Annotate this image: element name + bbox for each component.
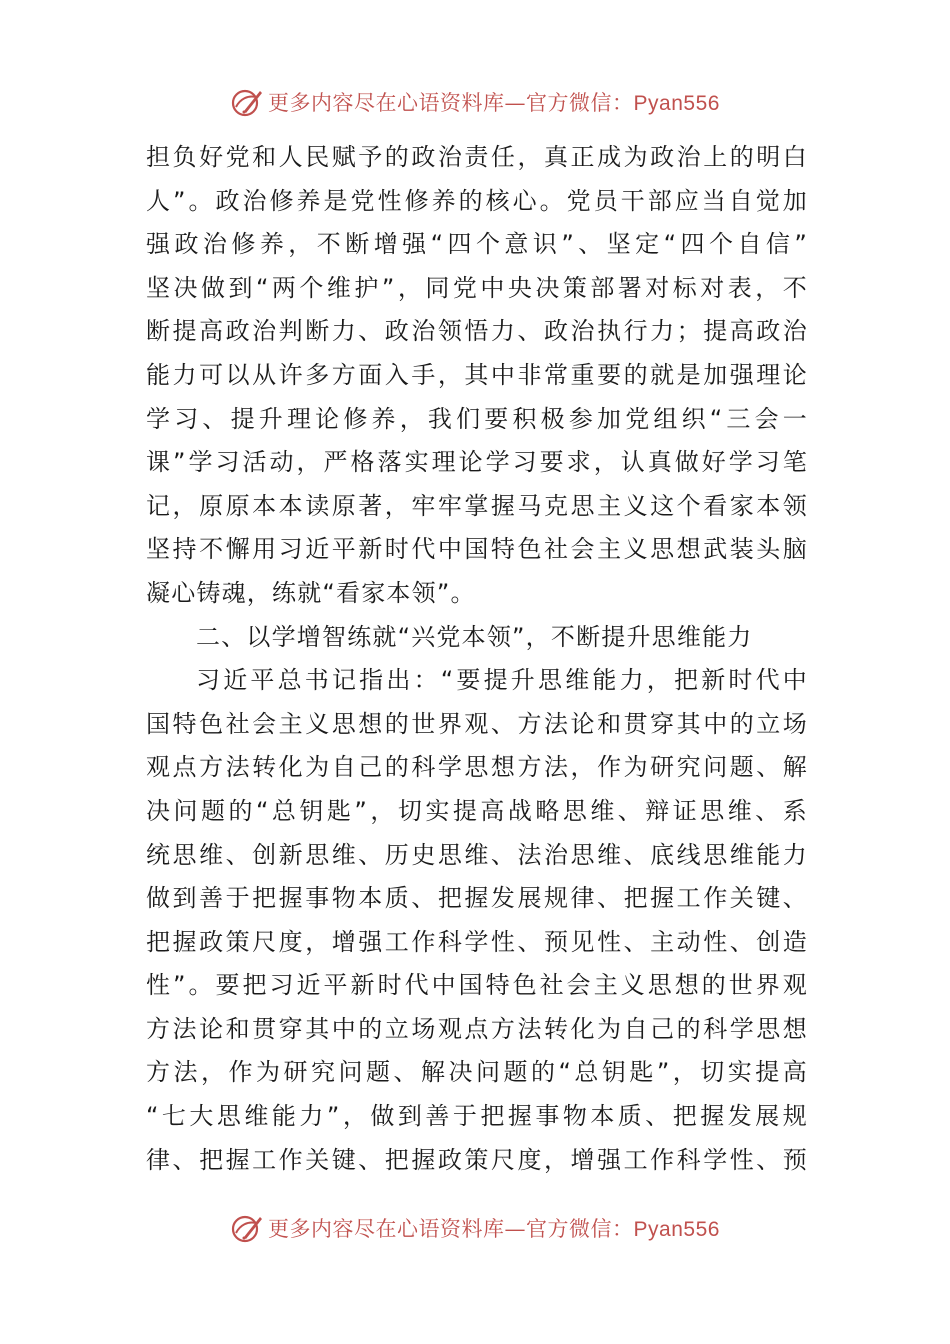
header-wechat-id: Pyan556 [633,92,720,115]
text-line: 强政治修养，不断增强“四个意识”、坚定“四个自信” [146,230,808,259]
text-line: 断提高政治判断力、政治领悟力、政治执行力；提高政治 [146,317,808,346]
text-line: 观点方法转化为自己的科学思想方法，作为研究问题、解 [146,753,808,782]
text-line: 方法，作为研究问题、解决问题的“总钥匙”，切实提高 [146,1058,808,1087]
text-line: 课”学习活动，严格落实理论学习要求，认真做好学习笔 [146,448,808,477]
footer-banner-text: 更多内容尽在心语资料库—官方微信：Pyan556 [268,1217,720,1241]
text-line: 性”。要把习近平新时代中国特色社会主义思想的世界观 [146,971,808,1000]
text-line: 人”。政治修养是党性修养的核心。党员干部应当自觉加 [146,186,808,215]
text-line: 律、把握工作关键、把握政策尺度，增强工作科学性、预 [146,1145,808,1174]
text-line: 坚决做到“两个维护”，同党中央决策部署对标对表，不 [146,273,808,302]
text-line: “七大思维能力”，做到善于把握事物本质、把握发展规 [146,1102,808,1131]
pen-swirl-icon [230,1211,264,1245]
header-banner [0,82,950,122]
text-line: 凝心铸魂，练就“看家本领”。 [146,578,476,607]
text-line: 把握政策尺度，增强工作科学性、预见性、主动性、创造 [146,927,808,956]
text-line: 习近平总书记指出：“要提升思维能力，把新时代中 [196,666,808,695]
header-banner-text: 更多内容尽在心语资料库—官方微信：Pyan556 [268,91,720,115]
footer-wechat-id: Pyan556 [633,1218,720,1241]
section-heading: 二、以学增智练就“兴党本领”，不断提升思维能力 [196,622,753,651]
text-line: 学习、提升理论修养，我们要积极参加党组织“三会一 [146,404,808,433]
text-line: 做到善于把握事物本质、把握发展规律、把握工作关键、 [146,884,808,913]
text-line: 记，原原本本读原著，牢牢掌握马克思主义这个看家本领 [146,491,808,520]
text-line: 方法论和贯穿其中的立场观点方法转化为自己的科学思想 [146,1014,808,1043]
text-line: 统思维、创新思维、历史思维、法治思维、底线思维能力 [146,840,808,869]
text-line: 能力可以从许多方面入手，其中非常重要的就是加强理论 [146,360,808,389]
text-line: 决问题的“总钥匙”，切实提高战略思维、辩证思维、系 [146,796,808,825]
document-body [146,136,808,1182]
text-line: 国特色社会主义思想的世界观、方法论和贯穿其中的立场 [146,709,808,738]
text-line: 坚持不懈用习近平新时代中国特色社会主义思想武装头脑 [146,535,808,564]
text-line: 担负好党和人民赋予的政治责任，真正成为政治上的明白 [146,143,808,171]
pen-swirl-icon [230,85,264,119]
footer-banner [0,1208,950,1248]
